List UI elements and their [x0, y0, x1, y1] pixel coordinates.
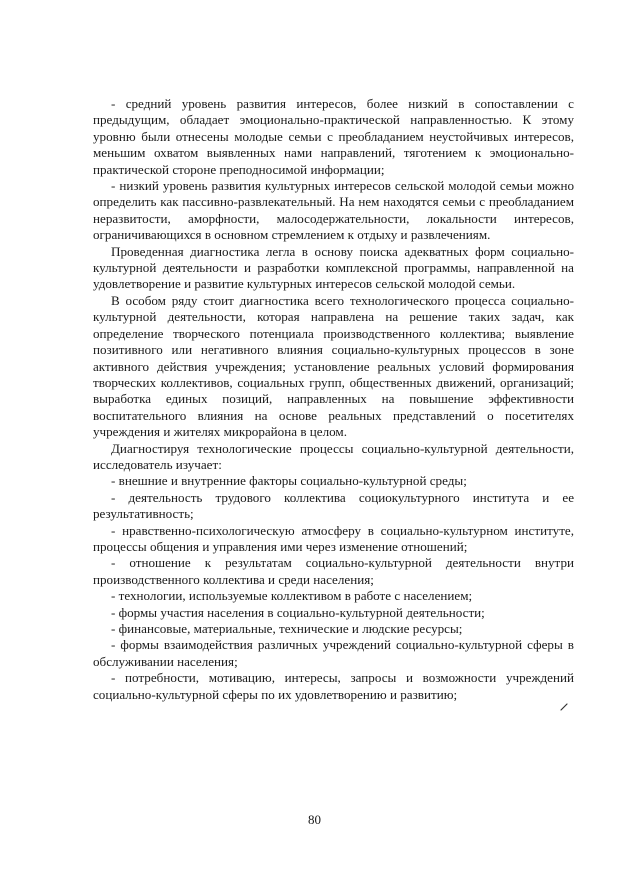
list-item: - формы участия населения в социально-культурной деятельности;: [111, 604, 485, 620]
page-number: 80: [308, 812, 321, 827]
list-item: - отношение к результатам социально-культурной деятельности внутри производственного коллектива и среди населения;: [93, 555, 574, 587]
paragraph-2: - низкий уровень развития культурных интересов сельской молодой семьи можно определить как пассивно-развлекательный. На нем находятся семьи с преобладанием неразвитости, аморфности, малосодержательности, локальности интересов, ограничивающихся в основном стремлением к отдыху и развлечениям.: [93, 178, 574, 243]
page-body: [93, 96, 574, 703]
list-item: - нравственно-психологическую атмосферу в социально-культурном институте, процессы общения и управления ими через изменение отношений;: [93, 522, 574, 554]
paragraph-3: Проведенная диагностика легла в основу поиска адекватных форм социально-культурной деятельности и разработки комплексной программы, направленной на удовлетворение и развитие культурных интересов сельской молодой семьи.: [93, 243, 574, 292]
pen-stroke-mark: [560, 703, 568, 711]
list-item: - внешние и внутренние факторы социально-культурной среды;: [111, 473, 467, 489]
list-item: - деятельность трудового коллектива социокультурного института и ее результативность;: [93, 489, 574, 522]
list-item: - технологии, используемые коллективом в работе с населением;: [111, 588, 473, 604]
paragraph-4: В особом ряду стоит диагностика всего технологического процесса социально-культурной деятельности, которая направлена на решение таких задач, как определение творческого потенциала производственного коллектива; выявление позитивного или негативного влияния социально-культурных процессов в зоне активного действия учреждения; установление реальных условий формирования творческих коллективов, социальных групп, общественных движений, организаций; выработка единых позиций, направленных на повышение эффективности воспитательного влияния на основе реальных представлений о посетителях учреждения и жителях микрорайона в целом.: [93, 292, 574, 440]
paragraph-1: - средний уровень развития интересов, более низкий в сопоставлении с предыдущим, обладает эмоционально-практической направленностью. К этому уровню были отнесены молодые семьи с преобладанием неустойчивых интересов, меньшим охватом выявленных нами направлений, тяготением к эмоционально-практической стороне преподносимой информации;: [93, 96, 574, 177]
paragraph-5: Диагностируя технологические процессы социально-культурной деятельности, исследователь изучает:: [93, 440, 574, 472]
list-item: - потребности, мотивацию, интересы, запросы и возможности учреждений социально-культурной сферы по их удовлетворению и развитию;: [93, 670, 574, 702]
list-item: - формы взаимодействия различных учреждений социально-культурной сферы в обслуживании населения;: [93, 637, 574, 669]
list-item: - финансовые, материальные, технические и людские ресурсы;: [111, 621, 463, 636]
